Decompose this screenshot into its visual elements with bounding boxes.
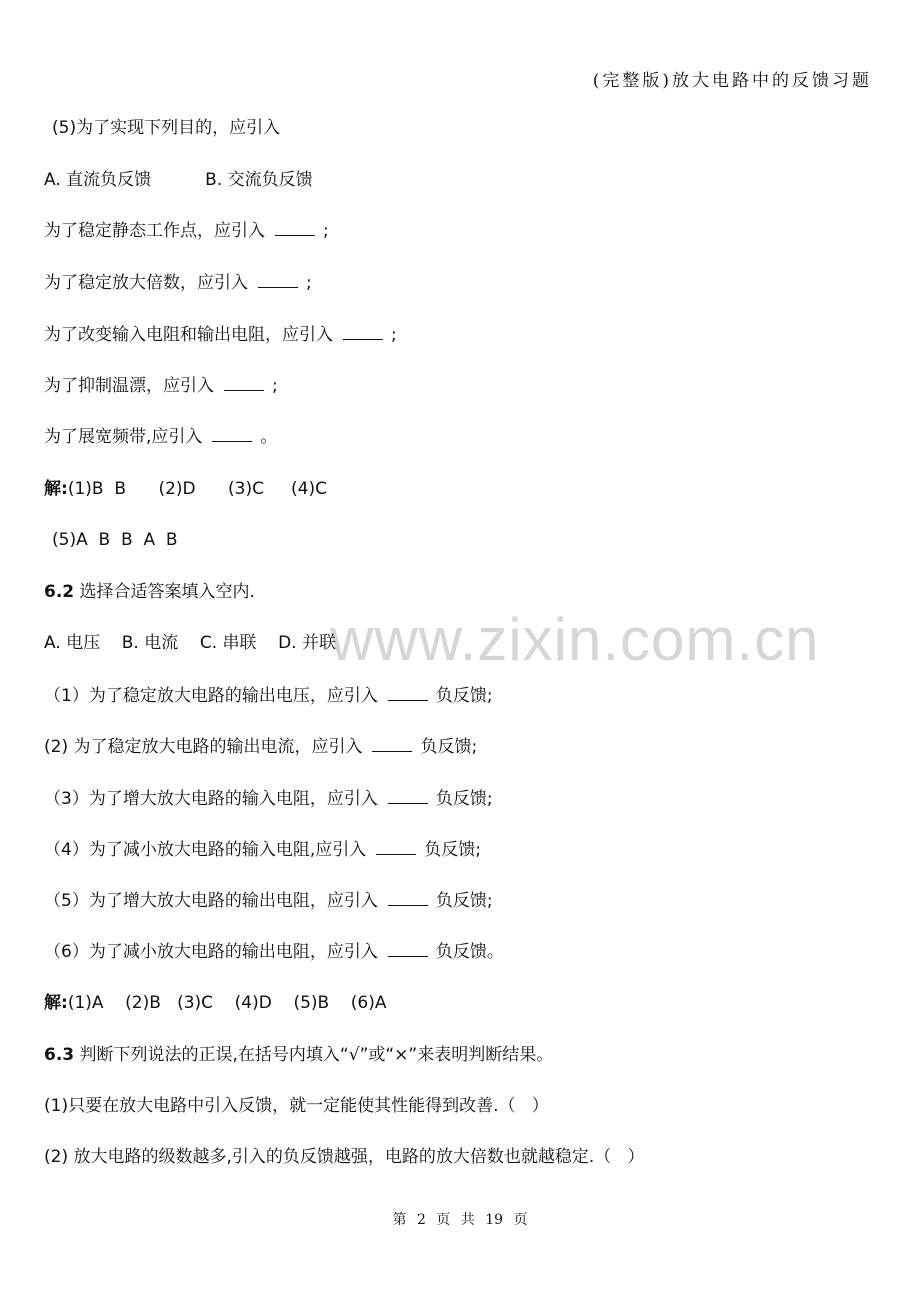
- q62-item-1-end: 负反馈;: [435, 686, 493, 706]
- answer-blank[interactable]: [372, 737, 412, 752]
- answer-blank[interactable]: [343, 325, 383, 340]
- q62-item-3-text: （3）为了增大放大电路的输入电阻，应引入: [44, 789, 378, 809]
- answer-blank[interactable]: [212, 427, 252, 442]
- q5-item-c-text: 为了改变输入电阻和输出电阻，应引入: [44, 325, 333, 345]
- q62-item-4-text: （4）为了减小放大电路的输入电阻,应引入: [44, 840, 367, 860]
- answer-text: (1)A (2)B (3)C (4)D (5)B (6)A: [67, 993, 387, 1013]
- q5-item-b-text: 为了稳定放大倍数，应引入: [44, 273, 248, 293]
- q62-item-6-end: 负反馈。: [435, 942, 504, 962]
- answer-label: 解:: [44, 479, 68, 499]
- answer-block-1-cont: (5)A B B A B: [52, 530, 178, 550]
- q5-item-b-end: ;: [306, 273, 312, 293]
- question-number: 6.2: [44, 582, 75, 602]
- q62-item-4-end: 负反馈;: [424, 840, 481, 860]
- q62-item-1-text: （1）为了稳定放大电路的输出电压，应引入: [44, 686, 378, 706]
- q62-item-1: [44, 684, 493, 708]
- q62-item-4: [44, 838, 481, 862]
- answer-blank[interactable]: [388, 891, 428, 906]
- q63-item-1: (1)只要在放大电路中引入反馈，就一定能使其性能得到改善.（ ）: [44, 1096, 549, 1116]
- answer-blank[interactable]: [376, 840, 416, 855]
- q62-item-3-end: 负反馈;: [435, 789, 493, 809]
- q5-item-e-text: 为了展宽频带,应引入: [44, 427, 203, 447]
- answer-text: (1)B B (2)D (3)C (4)C: [67, 479, 327, 499]
- answer-blank[interactable]: [388, 789, 428, 804]
- document-header: (完整版)放大电路中的反馈习题: [592, 71, 872, 91]
- answer-blank[interactable]: [388, 942, 428, 957]
- q62-item-6: [44, 940, 504, 964]
- q62-item-2: [44, 735, 477, 759]
- question-text: 选择合适答案填入空内.: [74, 582, 255, 602]
- page-footer: 第 2 页 共 19 页: [392, 1212, 528, 1228]
- question-text: 判断下列说法的正误,在括号内填入“√”或“×”来表明判断结果。: [74, 1045, 554, 1065]
- answer-blank[interactable]: [388, 686, 428, 701]
- answer-blank[interactable]: [275, 221, 315, 236]
- q5-item-d-end: ;: [272, 376, 278, 396]
- q63-item-2: (2) 放大电路的级数越多,引入的负反馈越强，电路的放大倍数也就越稳定.（ ）: [44, 1147, 645, 1167]
- q5-item-e: [44, 425, 277, 449]
- q62-item-3: [44, 787, 493, 811]
- answer-block-1: [44, 477, 327, 501]
- q5-intro: (5)为了实现下列目的，应引入: [52, 118, 281, 138]
- q62-item-2-text: (2) 为了稳定放大电路的输出电流，应引入: [44, 737, 363, 757]
- answer-label: 解:: [44, 993, 68, 1013]
- q5-item-b: [44, 271, 312, 295]
- question-6-2: [44, 580, 255, 604]
- answer-block-2: [44, 991, 387, 1015]
- watermark: [330, 605, 819, 674]
- q5-item-c: [44, 323, 397, 347]
- q5-item-d-text: 为了抑制温漂，应引入: [44, 376, 214, 396]
- question-number: 6.3: [44, 1045, 75, 1065]
- watermark-text: www.zixin.com.cn: [330, 606, 820, 673]
- q62-item-5-end: 负反馈;: [435, 891, 493, 911]
- q5-item-d: [44, 374, 278, 398]
- q5-item-a-end: ;: [323, 221, 329, 241]
- q62-item-5: [44, 889, 493, 913]
- answer-blank[interactable]: [258, 273, 298, 288]
- question-6-3: [44, 1043, 553, 1067]
- q5-item-e-end: 。: [260, 427, 278, 447]
- q5-options: A. 直流负反馈 B. 交流负反馈: [44, 170, 313, 190]
- q5-item-a: [44, 219, 329, 243]
- q5-item-a-text: 为了稳定静态工作点，应引入: [44, 221, 265, 241]
- q5-item-c-end: ;: [391, 325, 397, 345]
- q62-item-5-text: （5）为了增大放大电路的输出电阻，应引入: [44, 891, 378, 911]
- q62-item-2-end: 负反馈;: [420, 737, 478, 757]
- q62-options: A. 电压 B. 电流 C. 串联 D. 并联: [44, 633, 337, 653]
- q62-item-6-text: （6）为了减小放大电路的输出电阻，应引入: [44, 942, 378, 962]
- answer-blank[interactable]: [224, 376, 264, 391]
